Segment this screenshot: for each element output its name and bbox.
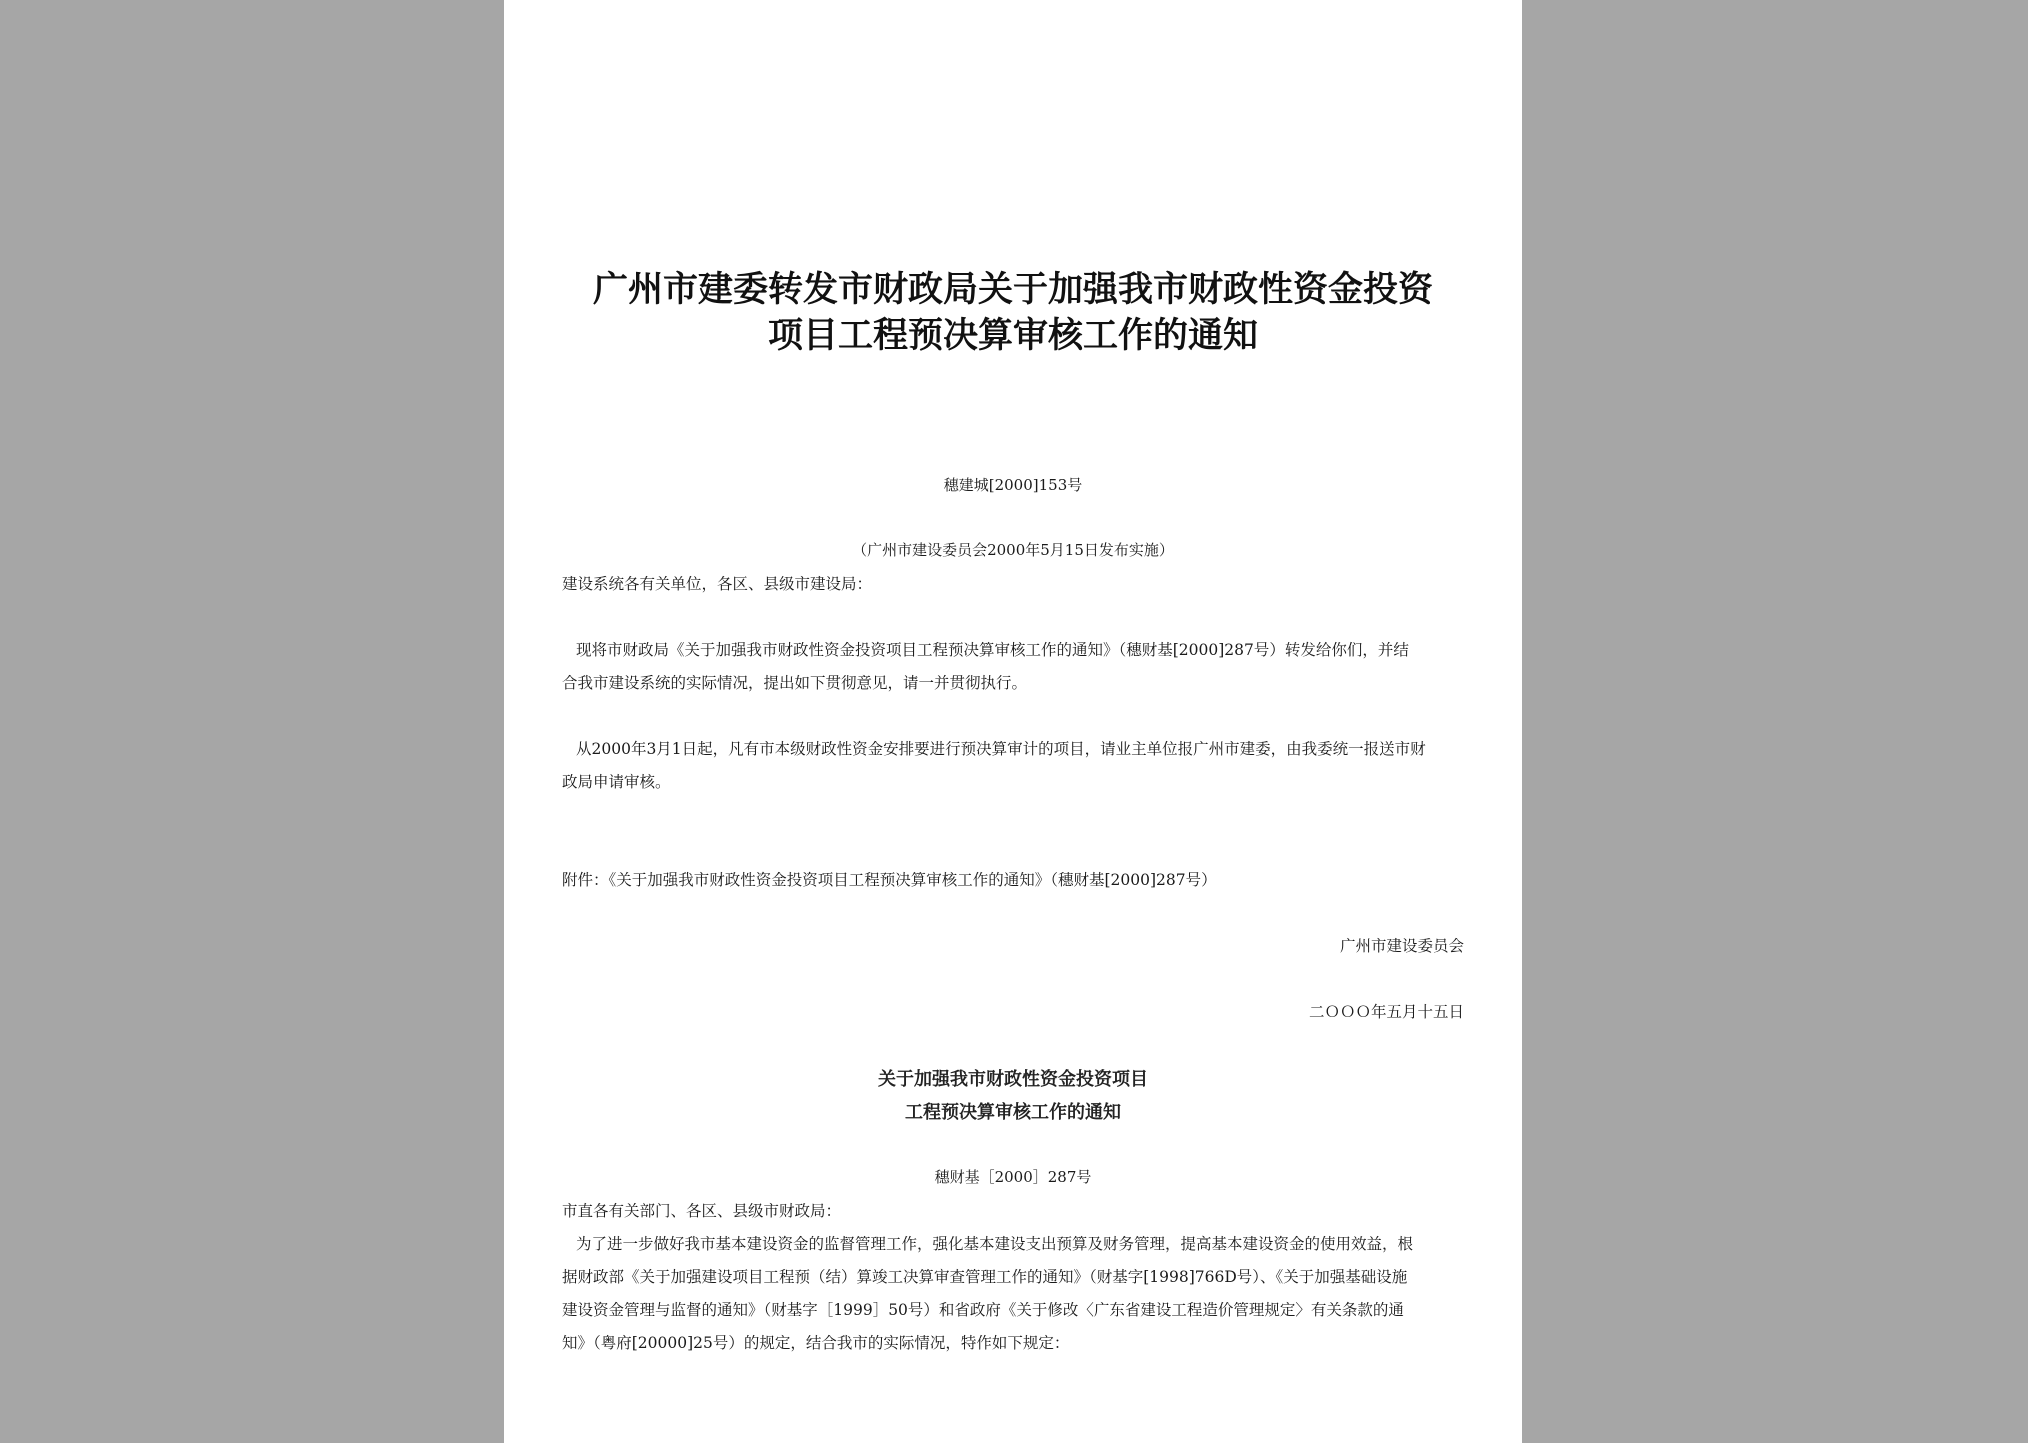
document-title-line1: 广州市建委转发市财政局关于加强我市财政性资金投资 <box>592 270 1433 310</box>
attachment-number: 穗财基［2000］287号 <box>934 1168 1092 1186</box>
document-number: 穗建城[2000]153号 <box>943 476 1083 494</box>
attachment-body-line-2: 据财政部《关于加强建设项目工程预（结）算竣工决算审查管理工作的通知》（财基字[1998]766D号）、《关于加强基础设施 <box>562 1268 1408 1286</box>
issue-note: （广州市建设委员会2000年5月15日发布实施） <box>852 541 1174 559</box>
issue-date: 二ＯＯＯ年五月十五日 <box>1308 1003 1464 1021</box>
paragraph-1-line-2: 合我市建设系统的实际情况，提出如下贯彻意见，请一并贯彻执行。 <box>562 674 1028 692</box>
attachment-body-line-1: 为了进一步做好我市基本建设资金的监督管理工作，强化基本建设支出预算及财务管理，提高基本建设资金的使用效益，根 <box>576 1235 1414 1253</box>
document-title-line2: 项目工程预决算审核工作的通知 <box>767 316 1258 356</box>
paragraph-1-line-1: 现将市财政局《关于加强我市财政性资金投资项目工程预决算审核工作的通知》（穗财基[2000]287号）转发给你们，并结 <box>576 641 1409 659</box>
attachment-title-line2: 工程预决算审核工作的通知 <box>905 1102 1121 1123</box>
attachment-body-line-3: 建设资金管理与监督的通知》（财基字［1999］50号）和省政府《关于修改〈广东省建设工程造价管理规定〉有关条款的通 <box>562 1301 1404 1319</box>
attachment-title-line1: 关于加强我市财政性资金投资项目 <box>878 1069 1148 1090</box>
addressee: 建设系统各有关单位，各区、县级市建设局： <box>562 575 873 593</box>
paragraph-2-line-2: 政局申请审核。 <box>562 773 671 791</box>
issuing-authority: 广州市建设委员会 <box>1339 937 1464 955</box>
attachment-reference: 附件：《关于加强我市财政性资金投资项目工程预决算审核工作的通知》（穗财基[2000]287号） <box>562 871 1217 889</box>
document-page <box>504 0 1522 1443</box>
paragraph-2-line-1: 从2000年3月1日起，凡有市本级财政性资金安排要进行预决算审计的项目，请业主单位报广州市建委，由我委统一报送市财 <box>576 740 1426 758</box>
attachment-body-line-4: 知》（粤府[20000]25号）的规定，结合我市的实际情况，特作如下规定： <box>562 1334 1070 1352</box>
attachment-addressee: 市直各有关部门、各区、县级市财政局： <box>562 1202 842 1220</box>
